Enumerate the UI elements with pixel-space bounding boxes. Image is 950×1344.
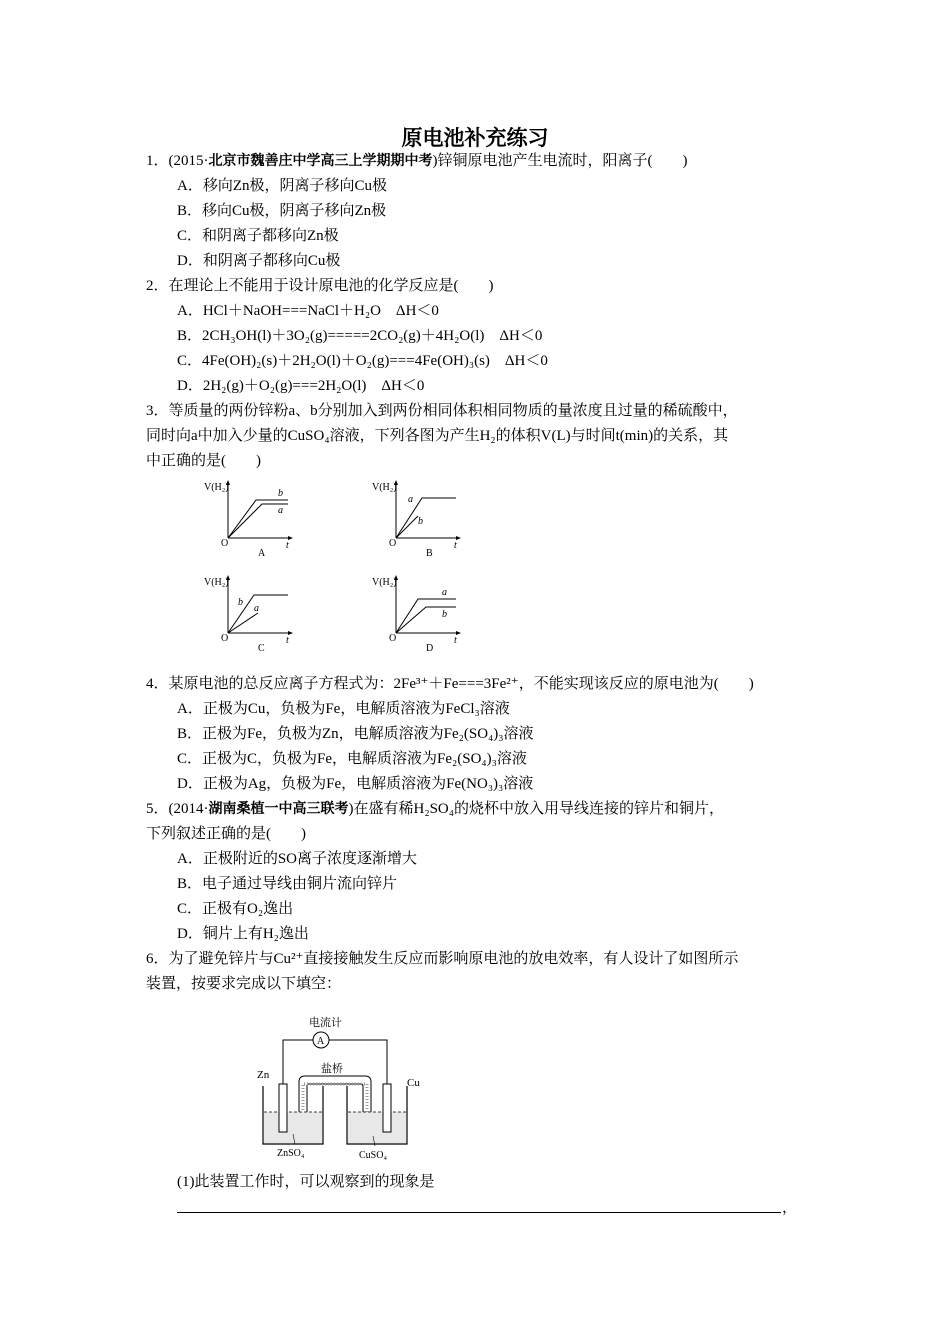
q2-option-d: D．2H₂(g)＋O₂(g)===2H₂O(l) ΔH＜0	[177, 378, 425, 394]
q5-option-d: D．铜片上有H₂逸出	[177, 926, 309, 942]
q3-graph-a-xlabel: t	[286, 540, 289, 551]
q1-stem: )锌铜原电池产生电流时，阳离子( )	[432, 153, 688, 169]
q5-option-b: B．电子通过导线由铜片流向锌片	[177, 876, 398, 892]
question-6-line2: 装置，按要求完成以下填空：	[146, 976, 342, 992]
question-2: 2．在理论上不能用于设计原电池的化学反应是( )	[146, 278, 494, 294]
q3-graph-c-lower-label: a	[254, 603, 259, 614]
q3-graph-d-ylabel: V(H₂)	[372, 577, 397, 588]
q1-option-b: B．移向Cu极，阴离子移向Zn极	[177, 203, 387, 219]
question-3-line2: 同时向a中加入少量的CuSO₄溶液，下列各图为产生H₂的体积V(L)与时间t(min)的关系，其	[146, 428, 729, 444]
q4-option-a: A．正极为Cu，负极为Fe，电解质溶液为FeCl₃溶液	[177, 701, 510, 717]
q3-graph-d-upper-label: a	[442, 587, 447, 598]
question-3-line1: 3．等质量的两份锌粉a、b分别加入到两份相同体积相同物质的量浓度且过量的稀硫酸中，	[146, 403, 738, 419]
copper-electrode	[383, 1084, 391, 1132]
salt-bridge-label: 盐桥	[321, 1062, 343, 1075]
q1-source: 北京市魏善庄中学高三上学期期中考	[208, 153, 433, 169]
q3-graph-a-lower-label: a	[278, 505, 283, 516]
q5-option-a: A．正极附近的SO离子浓度逐渐增大	[177, 851, 418, 867]
q6-subquestion-1: (1)此装置工作时，可以观察到的现象是	[177, 1174, 435, 1190]
q3-graph-a-upper-label: b	[278, 488, 283, 499]
q3-graph-b	[372, 480, 457, 559]
q3-graph-c-label: C	[258, 643, 265, 654]
zinc-sulfate-label: ZnSO₄	[277, 1148, 305, 1159]
copper-electrode-label: Cu	[407, 1077, 420, 1089]
q4-option-c: C．正极为C，负极为Fe，电解质溶液为Fe₂(SO₄)₃溶液	[177, 751, 527, 767]
q1-pre: (2015·	[168, 153, 209, 169]
q1-option-a: A．移向Zn极，阴离子移向Cu极	[177, 178, 388, 194]
question-4: 4．某原电池的总反应离子方程式为：2Fe³⁺＋Fe===3Fe²⁺，不能实现该反应的原电池为( )	[146, 676, 754, 692]
q3-graph-c-ylabel: V(H₂)	[204, 577, 229, 588]
galvanometer-label: 电流计	[309, 1016, 342, 1029]
q4-option-b: B．正极为Fe，负极为Zn，电解质溶液为Fe₂(SO₄)₃溶液	[177, 726, 534, 742]
question-1	[146, 151, 688, 171]
q3-graph-c-origin: O	[221, 633, 229, 644]
q3-graph-c-xlabel: t	[286, 635, 289, 646]
page-title: 原电池补充练习	[401, 126, 549, 150]
zinc-electrode-label: Zn	[257, 1069, 270, 1081]
question-5-line2: 下列叙述正确的是( )	[146, 826, 306, 842]
q3-graph-c-upper-label: b	[238, 597, 243, 608]
question-5	[146, 799, 724, 819]
galvanometer-symbol: A	[317, 1036, 325, 1047]
q3-graph-a-origin: O	[221, 538, 229, 549]
question-3-line3: 中正确的是( )	[146, 453, 261, 469]
q2-option-a: A．HCl＋NaOH===NaCl＋H₂O ΔH＜0	[177, 303, 439, 319]
q3-graph-a-label: A	[258, 548, 266, 559]
q3-graph-b-label: B	[426, 548, 433, 559]
q1-option-d: D．和阴离子都移向Cu极	[177, 253, 341, 269]
q3-graph-a-ylabel: V(H₂)	[204, 482, 229, 493]
q3-graph-b-ylabel: V(H₂)	[372, 482, 397, 493]
q6-answer-blank[interactable]	[177, 1212, 781, 1213]
q5-source: 湖南桑植一中高三联考	[208, 801, 349, 817]
q2-option-c: C．4Fe(OH)₂(s)＋2H₂O(l)＋O₂(g)===4Fe(OH)₃(s) ΔH＜0	[177, 353, 548, 369]
q3-graph-d-origin: O	[389, 633, 397, 644]
q5-option-c: C．正极有O₂逸出	[177, 901, 294, 917]
q6-blank-end: ，	[782, 1200, 798, 1216]
q2-option-b: B．2CH₃OH(l)＋3O₂(g)=====2CO₂(g)＋4H₂O(l) ΔH＜0	[177, 328, 543, 344]
q3-graph-a	[204, 480, 289, 559]
q1-number: 1．	[146, 153, 169, 169]
q3-graph-b-lower-label: b	[418, 516, 423, 527]
q4-option-d: D．正极为Ag，负极为Fe，电解质溶液为Fe(NO₃)₃溶液	[177, 776, 534, 792]
zinc-electrode	[279, 1084, 287, 1132]
q3-graph-d-lower-label: b	[442, 609, 447, 620]
salt-bridge-cell-diagram	[255, 1012, 425, 1162]
q3-graph-b-upper-label: a	[408, 494, 413, 505]
q5-pre: (2014·	[168, 801, 209, 817]
q1-option-c: C．和阴离子都移向Zn极	[177, 228, 339, 244]
q3-graph-b-origin: O	[389, 538, 397, 549]
q3-graph-d-label: D	[426, 643, 434, 654]
q5-number: 5．	[146, 801, 169, 817]
q5-stem: )在盛有稀H₂SO₄的烧杯中放入用导线连接的锌片和铜片，	[348, 801, 724, 817]
question-6-line1: 6．为了避免锌片与Cu²⁺直接接触发生反应而影响原电池的放电效率，有人设计了如图所示	[146, 951, 739, 967]
q3-graph-d	[372, 575, 457, 654]
q3-graph-c	[204, 575, 289, 654]
copper-sulfate-label: CuSO₄	[359, 1150, 387, 1161]
q3-graph-d-xlabel: t	[454, 635, 457, 646]
q3-graph-b-xlabel: t	[454, 540, 457, 551]
